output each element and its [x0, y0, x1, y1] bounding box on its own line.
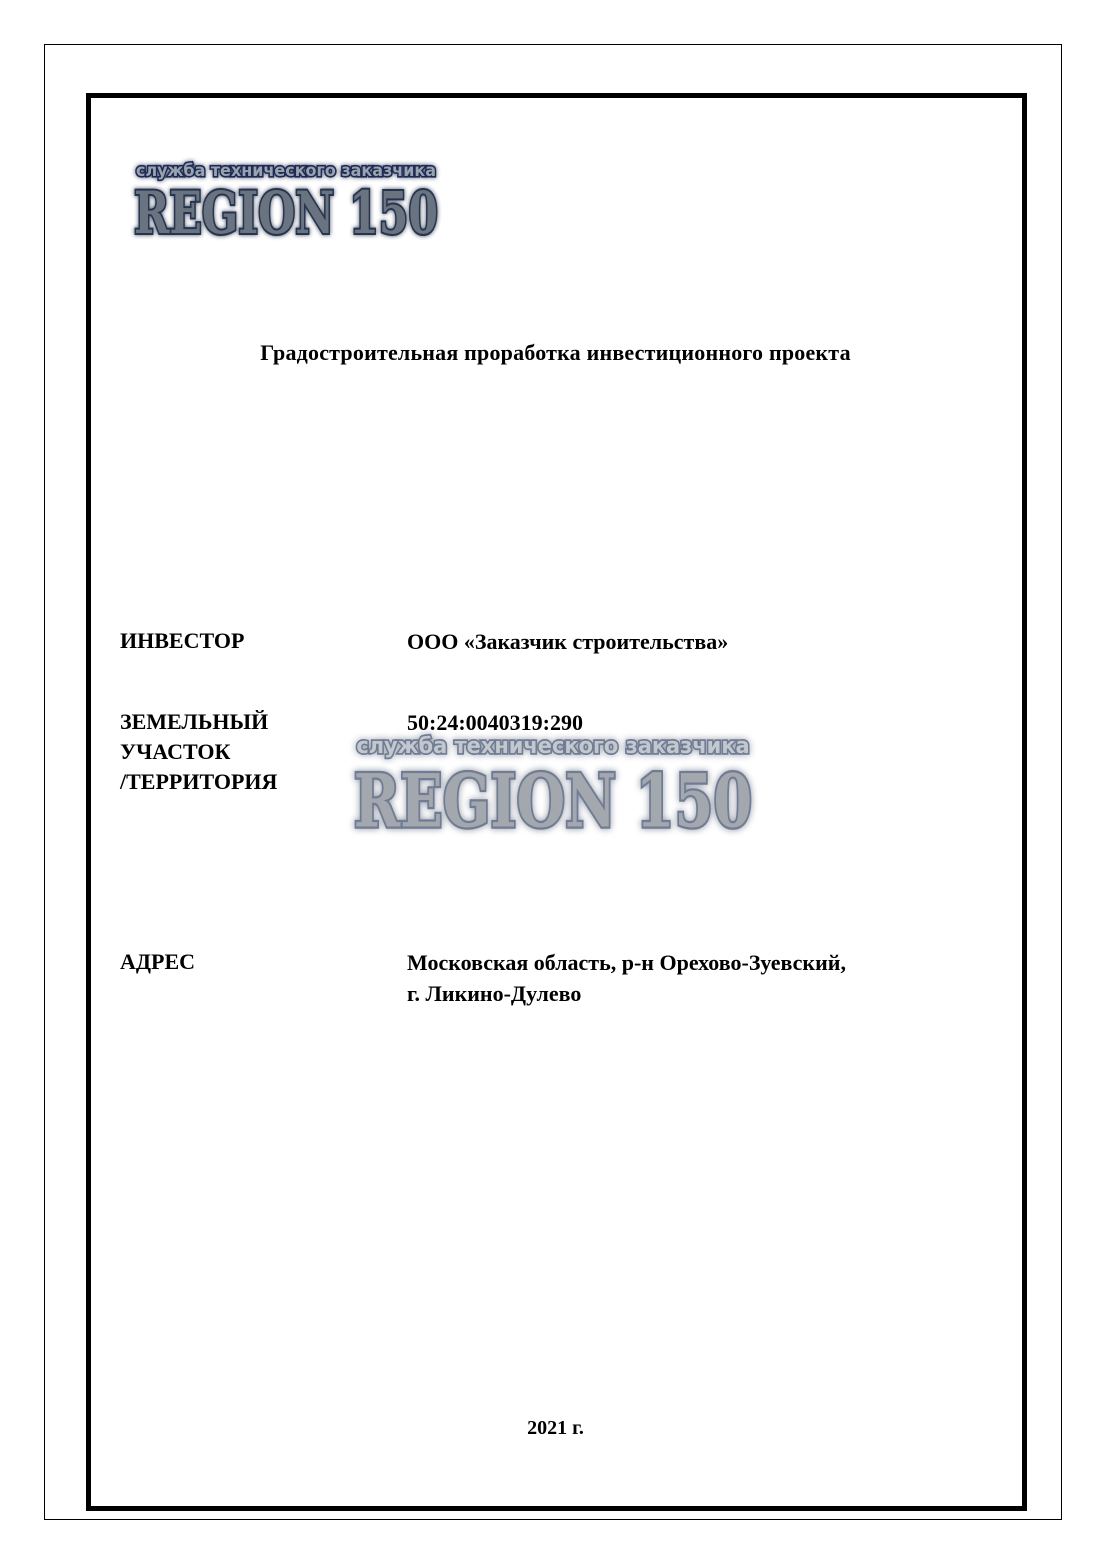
cadastral-number: 50:24:0040319:290: [407, 710, 583, 735]
document-year: 2021 г.: [527, 1417, 584, 1439]
land-plot-label: [120, 707, 350, 797]
address-line: Московская область, р-н Орехово-Зуевский,: [407, 950, 846, 975]
address-line: г. Ликино-Дулево: [407, 981, 582, 1006]
logo-name: REGION 150: [134, 179, 438, 247]
logo-subtitle: служба технического заказчика: [136, 161, 436, 181]
address-value: [407, 947, 967, 1009]
land-plot-label-line: /ТЕРРИТОРИЯ: [120, 769, 278, 794]
watermark-name: REGION 150: [353, 758, 753, 845]
region-150-watermark: [332, 727, 774, 845]
watermark-subtitle: служба технического заказчика: [356, 733, 750, 760]
investor-value: ООО «Заказчик строительства»: [407, 629, 729, 654]
land-plot-label-line: УЧАСТОК: [120, 739, 231, 764]
document-title: Градостроительная проработка инвестиционного проекта: [260, 340, 851, 365]
address-label: АДРЕС: [120, 949, 196, 974]
investor-label: ИНВЕСТОР: [120, 628, 245, 653]
region-150-logo: [130, 155, 442, 245]
land-plot-label-line: ЗЕМЕЛЬНЫЙ: [120, 709, 269, 734]
